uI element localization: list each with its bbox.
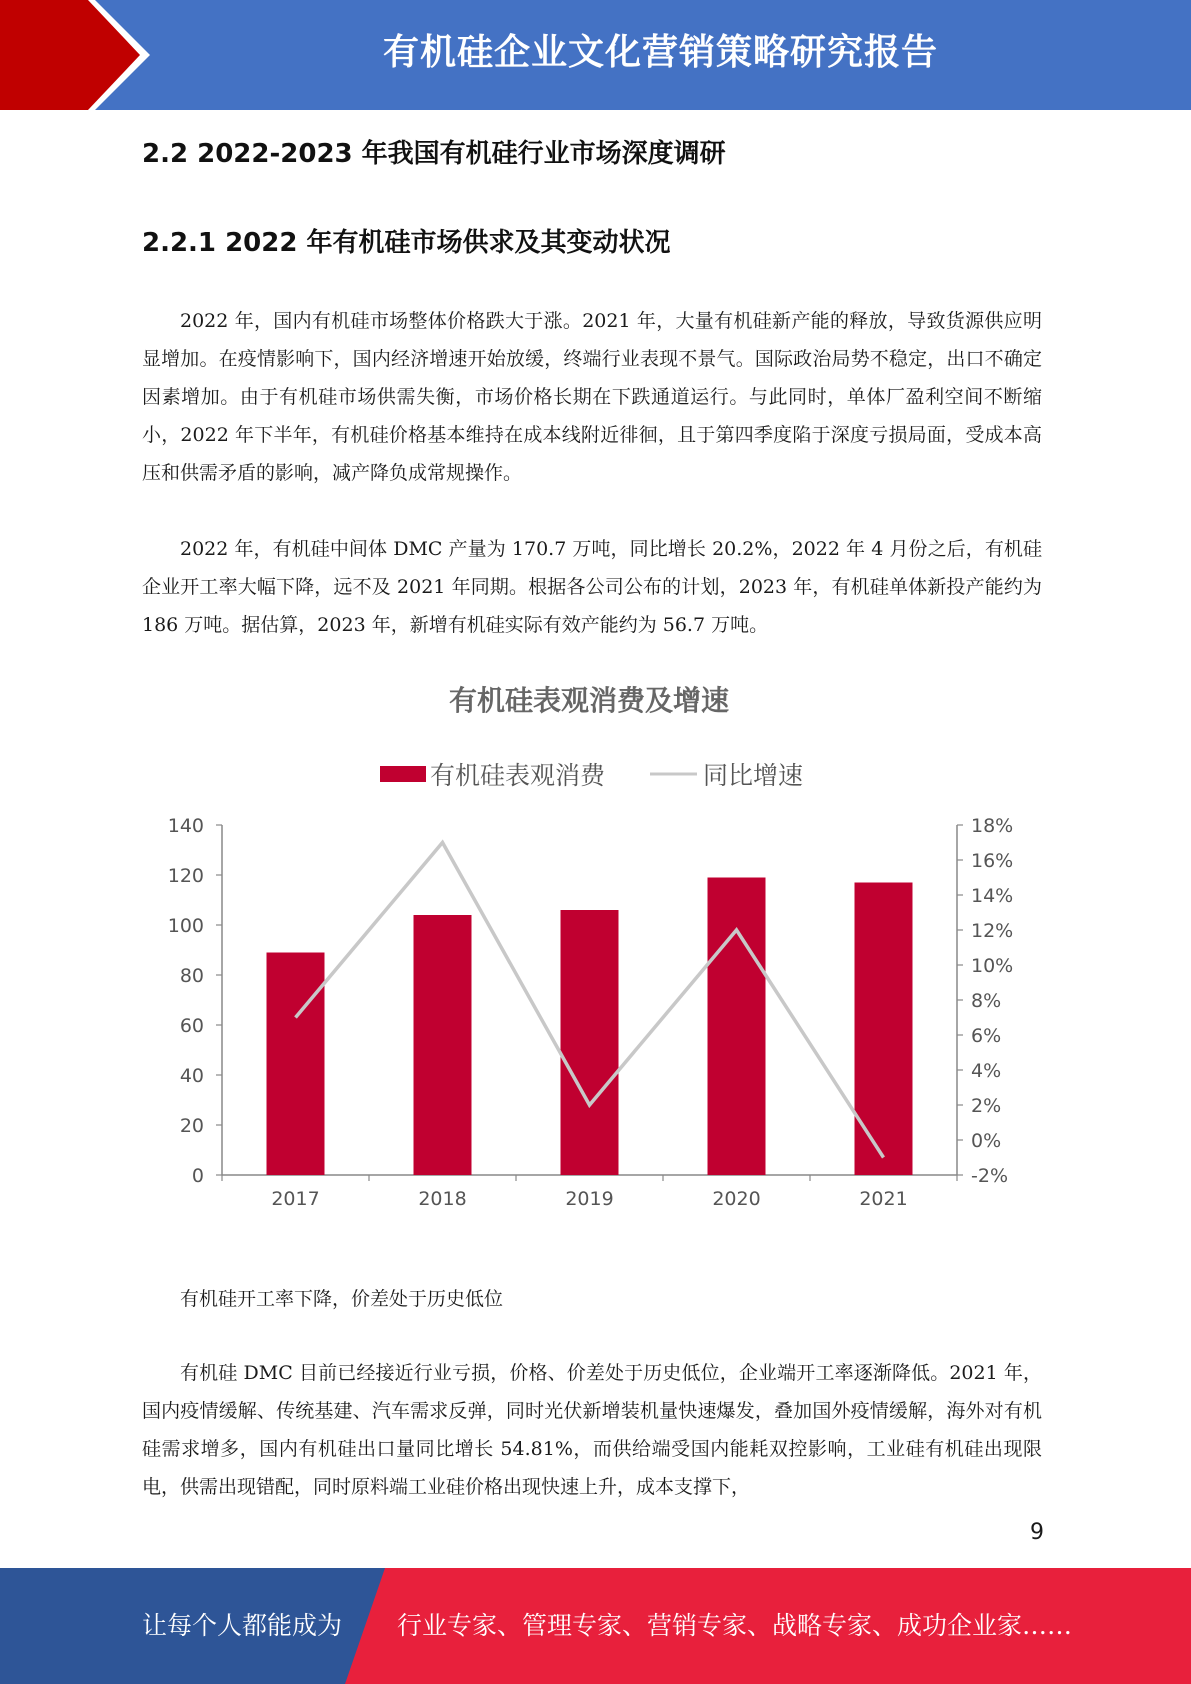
footer-slogan-right: 行业专家、管理专家、营销专家、战略专家、成功企业家…… (397, 1611, 1073, 1640)
y-tick-label-right: 2% (971, 1095, 1002, 1117)
y-tick-label-left: 0 (191, 1165, 204, 1187)
paragraph-dmc-loss: 有机硅 DMC 目前已经接近行业亏损，价格、价差处于历史低位，企业端开工率逐渐降低。2021 年，国内疫情缓解、传统基建、汽车需求反弹，同时光伏新增装机量快速爆发，叠加国外疫情缓解，海外对有机硅需求增多，国内有机硅出口量同比增长 54.81%，而供给端受国内能耗双控影响，工业硅有机硅出现限电，供需出现错配，同时原料端工业硅价格出现快速上升，成本支撑下， (142, 1362, 1042, 1498)
y-tick-label-right: 4% (971, 1060, 1002, 1082)
x-tick-label: 2019 (565, 1188, 614, 1210)
x-tick-label: 2018 (418, 1188, 467, 1210)
footer-banner (0, 1568, 1191, 1684)
y-tick-label-right: 6% (971, 1025, 1002, 1047)
x-tick-label: 2020 (712, 1188, 761, 1210)
y-tick-label-right: 0% (971, 1130, 1002, 1152)
bar-consumption-2018 (414, 915, 472, 1175)
page-number: 9 (1030, 1520, 1044, 1545)
y-tick-label-left: 140 (167, 815, 204, 837)
y-tick-label-right: 18% (971, 815, 1014, 837)
y-tick-label-right: 14% (971, 885, 1014, 907)
section-heading-2-2-1: 2.2.1 2022 年有机硅市场供求及其变动状况 (142, 228, 671, 258)
y-tick-label-left: 40 (179, 1065, 204, 1087)
legend-swatch-bar (380, 766, 426, 782)
footer-slogan-left: 让每个人都能成为 (142, 1611, 343, 1640)
y-tick-label-left: 80 (179, 965, 204, 987)
y-tick-label-left: 60 (179, 1015, 204, 1037)
paragraph-market-overview: 2022 年，国内有机硅市场整体价格跌大于涨。2021 年，大量有机硅新产能的释放，导致货源供应明显增加。在疫情影响下，国内经济增速开始放缓，终端行业表现不景气。国际政治局势不稳定，出口不确定因素增加。由于有机硅市场供需失衡，市场价格长期在下跌通道运行。与此同时，单体厂盈利空间不断缩小，2022 年下半年，有机硅价格基本维持在成本线附近徘徊，且于第四季度陷于深度亏损局面，受成本高压和供需矛盾的影响，减产降负成常规操作。 (142, 310, 1042, 484)
legend-label-line: 同比增速 (703, 761, 804, 790)
y-tick-label-right: 10% (971, 955, 1014, 977)
y-tick-label-left: 100 (167, 915, 204, 937)
chart-plot-area (168, 815, 1014, 1210)
header-banner (0, 0, 1191, 110)
y-tick-label-left: 20 (179, 1115, 204, 1137)
y-tick-label-right: 12% (971, 920, 1014, 942)
bar-consumption-2017 (267, 953, 325, 1176)
legend-label-bar: 有机硅表观消费 (430, 761, 606, 790)
consumption-growth-chart (142, 680, 1062, 1220)
bar-consumption-2020 (708, 878, 766, 1176)
y-tick-label-right: 16% (971, 850, 1014, 872)
chart-legend (380, 761, 803, 790)
x-tick-label: 2017 (271, 1188, 320, 1210)
bar-consumption-2021 (855, 883, 913, 1176)
report-title: 有机硅企业文化营销策略研究报告 (382, 32, 938, 73)
section-heading-2-2: 2.2 2022-2023 年我国有机硅行业市场深度调研 (142, 139, 726, 169)
paragraph-dmc-production: 2022 年，有机硅中间体 DMC 产量为 170.7 万吨，同比增长 20.2%，2022 年 4 月份之后，有机硅企业开工率大幅下降，远不及 2021 年同期。根据各公司公布的计划，2023 年，有机硅单体新投产能约为 186 万吨。据估算，2023 年，新增有机硅实际有效产能约为 56.7 万吨。 (142, 538, 1042, 636)
x-tick-label: 2021 (859, 1188, 908, 1210)
y-tick-label-right: 8% (971, 990, 1002, 1012)
chart-title: 有机硅表观消费及增速 (448, 684, 730, 717)
y-tick-label-left: 120 (167, 865, 204, 887)
caption-text: 有机硅开工率下降，价差处于历史低位 (180, 1288, 504, 1310)
y-tick-label-right: -2% (971, 1165, 1008, 1187)
bar-consumption-2019 (561, 910, 619, 1175)
